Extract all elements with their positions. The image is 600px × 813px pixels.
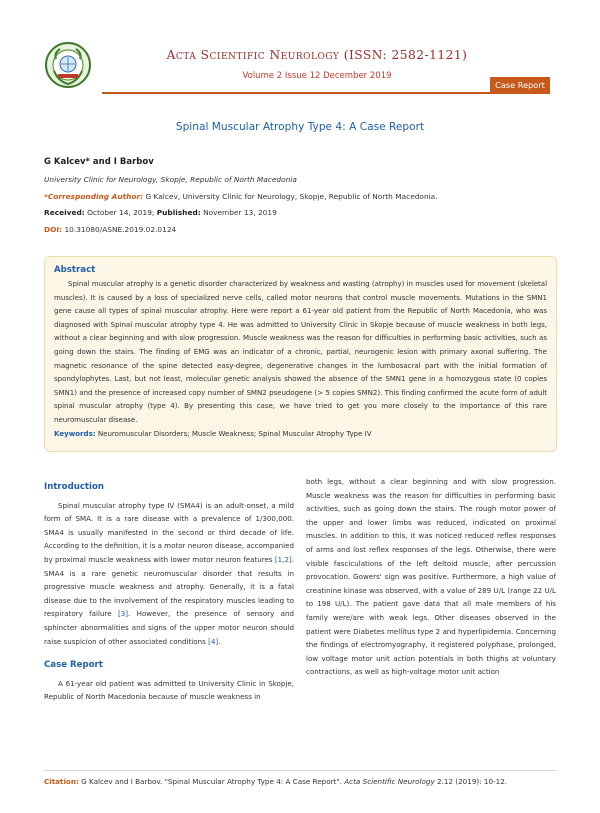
doi-value[interactable]: 10.31080/ASNE.2019.02.0124 [62,225,177,234]
footer-divider [44,770,557,771]
left-column [44,470,294,704]
header-divider [102,92,550,94]
intro-text-b: . SMA4 is a rare genetic neuromuscular disorder that results in progressive muscle weakness and atrophy. Generally, it is a fatal disease due to the involvement of the respiratory muscles leading to respiratory failure [44,554,294,619]
doi-label: DOI: [44,225,63,234]
published-date: November 13, 2019 [200,208,277,217]
case-report-continued: both legs, without a clear beginning and with slow progression. Muscle weakness was the reason for difficulties in performing basic activities, such as going down the stairs. The rough motor power of the upper and lower limbs was reduced, indicated on proximal muscles. In addition to this, it was noticed reduced reflex responses of arms and lost reflex responses of the legs. Otherwise, there were visible fasciculations of the left deltoid muscle, after percussion provocation. Gowers' sign was positive. Furthermore, a high value of creatinine kinase was observed, with a value of 289 U/L (range 22 U/L to 198 U/L). The patient gave data that all male members of his family were/are with weak legs. Other diseases observed in the patient were Diabetes mellitus type 2 and hyperlipidemia. Concerning the findings of electromyography, it registered polyphase, prolonged, low voltage motor unit action potentials in both thighs at voluntary contractions, as well as high-voltage motor unit action [306,477,556,677]
intro-text-d: . [218,636,221,646]
abstract-text: Spinal muscular atrophy is a genetic disorder characterized by weakness and wasting (atrophy) in muscles used for movement (skeletal muscles). It is caused by a loss of specialized nerve cells, called motor neurons that control muscle movements. Mutations in the SMN1 gene cause all types of spinal muscular atrophy. Here were report a 61-year old patient from the Republic of North Macedonia, who was diagnosed with Spinal muscular atrophy type 4. He was admitted to University Clinic in Skopje because of muscle weakness in both legs, without a clear beginning and with slow progression. Muscle weakness was the reason for difficulties in performing basic activities, such as going down the stairs. The finding of EMG was an indicator of a chronic, partial, neurogenic lesion with primary axonal suffering. The magnetic resonance of the spine detected easy-degree, degenerative changes in the lumbosacral part with the initial formation of spondylophytes. Last, but not least, molecular genetic analysis showed the absence of the SMN1 gene in a homozygous state (0 copies SMN1) and the presence of increased copy number of SMN2 pseudogene (> 5 copies SMN2). This finding confirmed the acute form of adult spinal muscular atrophy (type 4). By presenting this case, we have tried to get you more closely to the importance of this rare neuromuscular disease. [54,279,547,424]
abstract-box [44,256,557,452]
doi [44,225,176,234]
abstract-heading: Abstract [54,265,96,275]
keywords-label: Keywords: [54,428,96,438]
journal-title: Acta Scientific Neurology (ISSN: 2582-1121) [166,48,468,62]
right-column [306,475,556,679]
received-label: Received: [44,208,85,217]
citation-link[interactable]: [4] [208,636,219,646]
citation-link[interactable]: [3] [117,609,128,619]
case-report-paragraph: A 61-year old patient was admitted to University Clinic in Skopje, Republic of North Macedonia because of muscle weakness in [44,678,294,702]
keywords-text: Neuromuscular Disorders; Muscle Weakness; Spinal Muscular Atrophy Type IV [95,428,372,438]
article-title: Spinal Muscular Atrophy Type 4: A Case Report [175,121,425,133]
published-label: Published: [156,208,201,217]
corresponding-author [44,192,438,201]
dates [44,208,277,217]
citation-journal: Acta Scientific Neurology [344,777,435,786]
corresponding-label: *Corresponding Author: [44,192,144,201]
citation-label: Citation: [44,777,79,786]
journal-logo-icon [44,41,92,89]
intro-text-c: . However, the presence of sensory and sphincter abnormalities and signs of the upper motor neuron should raise suspicion of other associated conditions [44,609,294,646]
intro-text-a: Spinal muscular atrophy type IV (SMA4) is an adult-onset, a mild form of SMA. It is a rare disease with a prevalence of 1/300,000. SMA4 is usually manifested in the second or third decade of life. According to the definition, it is a motor neuron disease, accompanied by proximal muscle weakness with lower motor neuron features [44,500,294,564]
introduction-paragraph [44,499,294,649]
received-date: October 14, 2019; [84,208,157,217]
citation-tail: 2.12 (2019): 10-12. [434,777,508,786]
corresponding-text: G Kalcev, University Clinic for Neurology, Skopje, Republic of North Macedonia. [143,192,438,201]
issue-line: Volume 2 Issue 12 December 2019 [242,71,392,81]
citation-link[interactable]: [1,2] [274,554,292,564]
keywords [54,427,547,440]
article-type-badge: Case Report [490,77,550,93]
citation-text: G Kalcev and I Barbov. "Spinal Muscular Atrophy Type 4: A Case Report". [78,777,345,786]
introduction-heading: Introduction [44,482,105,492]
authors: G Kalcev* and I Barbov [44,157,154,167]
affiliation: University Clinic for Neurology, Skopje, Republic of North Macedonia [44,175,297,184]
citation-footer [44,777,557,786]
case-report-heading: Case Report [44,660,103,671]
